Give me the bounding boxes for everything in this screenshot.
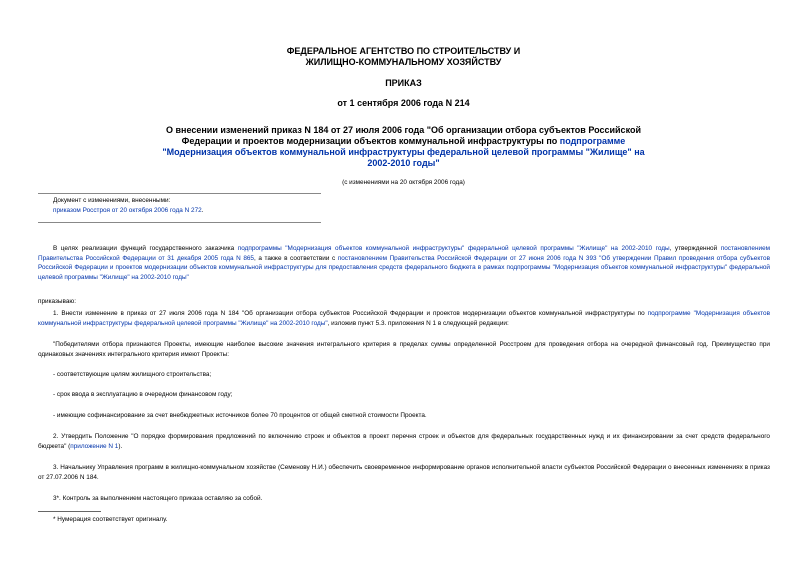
- paragraph-item-2: [38, 432, 770, 451]
- bullet-housing: - соответствующие целям жилищного строительства;: [53, 371, 212, 378]
- title-subprogram-link[interactable]: подпрограмме "Модернизация объектов коммунальной инфраструктуры федеральной целевой программы "Жилище" на 2002-2010 годы": [162, 136, 645, 168]
- paragraph-item-1: [38, 309, 770, 328]
- document-type: ПРИКАЗ: [385, 78, 422, 88]
- paragraph-preamble: [38, 244, 770, 282]
- paragraph-item-3-star: 3*. Контроль за выполнением настоящего приказа оставляю за собой.: [53, 495, 263, 502]
- order-word: приказываю:: [38, 298, 76, 305]
- resolution-393-link[interactable]: постановлением Правительства Российской Федерации от 27 июня 2006 года N 393 "Об утверждении Правил проведения отбора субъектов Российской Федерации и проектов модернизации объектов коммунальной инфраструктуры для предоставления средств федерального бюджета в рамках подпрограммы "Модернизация объектов коммунальной инфраструктуры" федеральной целевой программы "Жилище" на 2002-2010 годы": [38, 254, 771, 281]
- item-2-text-a: 2. Утвердить Положение "О порядке формирования предложений по включению строек и объектов в проект перечня строек и объектов для федеральных государственных нужд и их финансировании за счет средств федерального бюджета" (: [38, 433, 770, 450]
- appendix-1-link[interactable]: приложение N 1: [70, 442, 119, 450]
- footnote-rule: [38, 511, 101, 512]
- changes-box-ref: [53, 206, 203, 216]
- amending-order-link[interactable]: приказом Росстроя от 20 октября 2006 года N 272: [53, 207, 202, 214]
- document-title: [150, 125, 657, 169]
- preamble-text-a: В целях реализации функций государственного заказчика: [53, 245, 238, 252]
- changes-box-label: Документ с изменениями, внесенными:: [53, 197, 171, 204]
- paragraph-item-3: 3. Начальнику Управления программ в жилищно-коммунальном хозяйстве (Семенову Н.И.) обеспечить своевременное информирование органов исполнительной власти субъектов Российской Федерации о внесенных изменениях в приказ от 27.07.2006 N 184.: [38, 464, 770, 481]
- item-1-text-b: , изложив пункт 5.3. приложения N 1 в следующей редакции:: [327, 319, 509, 327]
- item-1-text-a: 1. Внести изменение в приказ от 27 июля 2006 года N 184 "Об организации отбора субъектов Российской Федерации и проектов модернизации объектов коммунальной инфраструктуры по: [53, 310, 648, 317]
- issuing-organization: [0, 46, 807, 68]
- title-text: О внесении изменений приказ N 184 от 27 июля 2006 года "Об организации отбора субъектов Российской Федерации и проектов модернизации объектов коммунальной инфраструктуры по: [166, 125, 641, 146]
- subprogram-link[interactable]: подпрограммы "Модернизация объектов коммунальной инфраструктуры" федеральной целевой программы "Жилище" на 2002-2010 годы: [237, 245, 670, 252]
- resolution-865-link[interactable]: постановлением Правительства Российской Федерации от 31 декабря 2005 года N 865: [38, 245, 771, 262]
- item-2-text-b: ).: [118, 442, 123, 450]
- bullet-commissioning: - срок ввода в эксплуатацию в очередном финансовом году;: [53, 391, 233, 398]
- changes-box: [53, 196, 203, 216]
- bullet-cofinancing: - имеющие софинансирование за счет внебюджетных источников более 70 процентов от общей сметной стоимости Проекта.: [53, 412, 427, 419]
- org-line-1: ФЕДЕРАЛЬНОЕ АГЕНТСТВО ПО СТРОИТЕЛЬСТВУ И: [286, 46, 521, 56]
- item-1-subprogram-link[interactable]: подпрограмме "Модернизация объектов коммунальной инфраструктуры федеральной целевой программы "Жилище" на 2002-2010 годы": [38, 310, 770, 327]
- changes-box-tail: .: [201, 207, 204, 214]
- org-line-2: ЖИЛИЩНО-КОММУНАЛЬНОМУ ХОЗЯЙСТВУ: [305, 57, 502, 67]
- footnote: * Нумерация соответствует оригиналу.: [53, 516, 168, 523]
- changes-note: (с изменениями на 20 октября 2006 года): [342, 179, 465, 186]
- preamble-text-c: , а также в соответствии с: [254, 254, 338, 262]
- paragraph-winners: "Победителями отбора признаются Проекты, имеющие наиболее высокие значения интегрального критерия в пределах суммы определенной Росстроем для проведения отбора на очередной финансовый год. Преимущество при одинаковых значениях интегрального критерия имеют Проекты:: [38, 341, 770, 358]
- changes-box-bottom-rule: [38, 222, 321, 223]
- preamble-text-b: , утвержденной: [669, 245, 721, 252]
- document-date: от 1 сентября 2006 года N 214: [337, 98, 470, 108]
- changes-box-top-rule: [38, 193, 321, 194]
